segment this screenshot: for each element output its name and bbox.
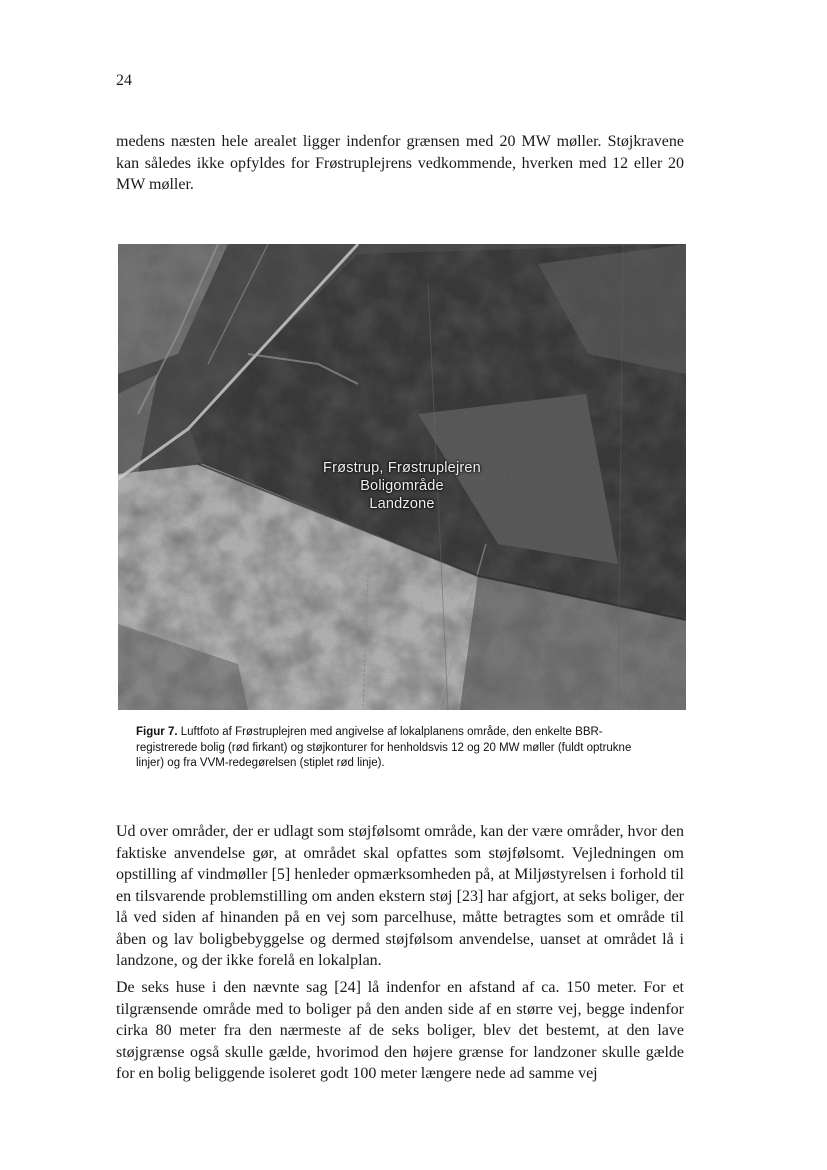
aerial-photo [118, 244, 686, 710]
map-label-zone-type: Boligområde [360, 478, 444, 494]
figure-caption-text: Luftfoto af Frøstruplejren med angivelse af lokalplanens område, den enkelte BBR-registrerede bolig (rød firkant) og støjkonturer for henholdsvis 12 og 20 MW møller (fuldt optrukne linjer) og fra VVM-redegørelsen (stiplet rød linje). [136, 726, 632, 769]
map-label-area-name: Frøstrup, Frøstruplejren [323, 460, 481, 476]
figure-caption-ref: Figur 7. [136, 726, 178, 738]
page-number: 24 [116, 72, 132, 89]
body-paragraph-3: De seks huse i den nævnte sag [24] lå indenfor en afstand af ca. 150 meter. For et tilgrænsende område med to boliger på den anden side af en større vej, begge indenfor cirka 80 meter fra den nærmeste af de seks boliger, blev det bestemt, at den lave støjgrænse også skulle gælde, hvorimod den højere grænse for landzoner skulle gælde for en bolig beliggende isoleret godt 100 meter længere nede ad samme vej [116, 979, 684, 1082]
body-paragraph-1: medens næsten hele arealet ligger indenfor grænsen med 20 MW møller. Støjkravene kan således ikke opfyldes for Frøstruplejrens vedkommende, hverken med 12 eller 20 MW møller. [116, 133, 684, 193]
body-paragraph-2: Ud over områder, der er udlagt som støjfølsomt område, kan der være områder, hvor den faktiske anvendelse gør, at området skal opfattes som støjfølsomt. Vejledningen om opstilling af vindmøller [5] henleder opmærksomheden på, at Miljøstyrelsen i forhold til en tilsvarende problemstilling om anden ekstern støj [23] har afgjort, at seks boliger, der lå ved siden af hinanden på en vej som parcelhuse, måtte betragtes som et område til åben og lav boligbebyggelse og dermed støjfølsom anvendelse, uanset at området lå i landzone, og der ikke forelå en lokalplan. [116, 823, 684, 969]
aerial-photo-graphic [118, 244, 686, 710]
map-label-zone: Landzone [369, 496, 435, 512]
figure-caption [136, 725, 636, 772]
